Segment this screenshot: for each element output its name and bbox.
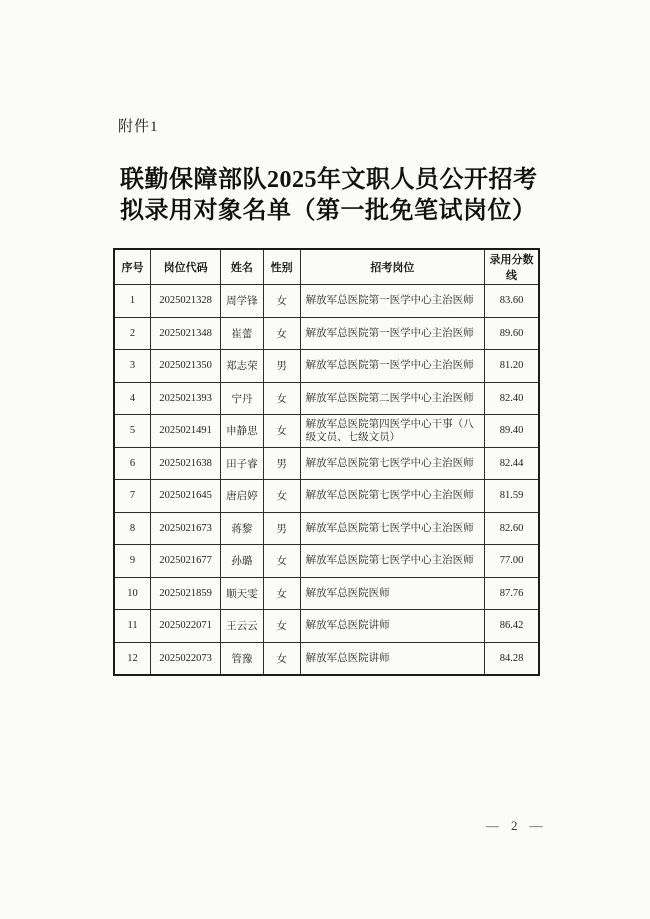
position-cell: 解放军总医院第一医学中心主治医师 (300, 317, 484, 350)
seq-cell: 8 (114, 512, 151, 545)
table-row (114, 382, 539, 415)
roster-table (113, 248, 540, 676)
name-cell: 管豫 (221, 642, 264, 675)
header-seq: 序号 (114, 249, 151, 285)
header-position: 招考岗位 (300, 249, 484, 285)
seq-cell: 5 (114, 415, 151, 448)
position-cell: 解放军总医院第二医学中心主治医师 (300, 382, 484, 415)
position-cell: 解放军总医院讲师 (300, 610, 484, 643)
gender-cell: 男 (263, 512, 300, 545)
score-cell: 81.20 (485, 350, 539, 383)
position-cell: 解放军总医院第七医学中心主治医师 (300, 447, 484, 480)
gender-cell: 女 (263, 415, 300, 448)
name-cell: 顺天雯 (221, 577, 264, 610)
header-gender: 性别 (263, 249, 300, 285)
code-cell: 2025022071 (151, 610, 221, 643)
title-line-1: 联勤保障部队2025年文职人员公开招考 (120, 167, 538, 193)
score-cell: 86.42 (485, 610, 539, 643)
score-cell: 87.76 (485, 577, 539, 610)
gender-cell: 女 (263, 317, 300, 350)
gender-cell: 男 (263, 350, 300, 383)
table-row (114, 415, 539, 448)
table-row (114, 285, 539, 318)
name-cell: 申静思 (221, 415, 264, 448)
score-cell: 82.60 (485, 512, 539, 545)
gender-cell: 女 (263, 382, 300, 415)
table-row (114, 512, 539, 545)
code-cell: 2025021859 (151, 577, 221, 610)
table-row (114, 577, 539, 610)
table-row (114, 317, 539, 350)
title-line-2: 拟录用对象名单（第一批免笔试岗位） (120, 198, 537, 224)
name-cell: 孙璐 (221, 545, 264, 578)
code-cell: 2025021350 (151, 350, 221, 383)
code-cell: 2025021645 (151, 480, 221, 513)
score-cell: 81.59 (485, 480, 539, 513)
table-row (114, 545, 539, 578)
name-cell: 田子睿 (221, 447, 264, 480)
code-cell: 2025021393 (151, 382, 221, 415)
table-row (114, 480, 539, 513)
code-cell: 2025021673 (151, 512, 221, 545)
code-cell: 2025022073 (151, 642, 221, 675)
gender-cell: 女 (263, 480, 300, 513)
score-cell: 89.40 (485, 415, 539, 448)
seq-cell: 7 (114, 480, 151, 513)
position-cell: 解放军总医院第七医学中心主治医师 (300, 480, 484, 513)
seq-cell: 3 (114, 350, 151, 383)
seq-cell: 2 (114, 317, 151, 350)
document-title (120, 165, 548, 227)
seq-cell: 12 (114, 642, 151, 675)
score-cell: 84.28 (485, 642, 539, 675)
table-row (114, 447, 539, 480)
code-cell: 2025021348 (151, 317, 221, 350)
position-cell: 解放军总医院讲师 (300, 642, 484, 675)
position-cell: 解放军总医院第七医学中心主治医师 (300, 512, 484, 545)
score-cell: 82.44 (485, 447, 539, 480)
position-cell: 解放军总医院第一医学中心主治医师 (300, 285, 484, 318)
gender-cell: 男 (263, 447, 300, 480)
name-cell: 宁丹 (221, 382, 264, 415)
name-cell: 郑志荣 (221, 350, 264, 383)
seq-cell: 1 (114, 285, 151, 318)
score-cell: 83.60 (485, 285, 539, 318)
page-number-value: 2 (511, 818, 518, 833)
table-row (114, 642, 539, 675)
name-cell: 蒋黎 (221, 512, 264, 545)
name-cell: 王云云 (221, 610, 264, 643)
gender-cell: 女 (263, 610, 300, 643)
seq-cell: 4 (114, 382, 151, 415)
gender-cell: 女 (263, 577, 300, 610)
attachment-label: 附件1 (118, 119, 159, 135)
score-cell: 89.60 (485, 317, 539, 350)
name-cell: 崔蕾 (221, 317, 264, 350)
seq-cell: 10 (114, 577, 151, 610)
gender-cell: 女 (263, 545, 300, 578)
position-cell: 解放军总医院第七医学中心主治医师 (300, 545, 484, 578)
name-cell: 周学锋 (221, 285, 264, 318)
position-cell: 解放军总医院医师 (300, 577, 484, 610)
page-number-dash-left: — (486, 818, 499, 833)
score-cell: 77.00 (485, 545, 539, 578)
header-score: 录用分数线 (485, 249, 539, 285)
score-cell: 82.40 (485, 382, 539, 415)
page-number-dash-right: — (529, 818, 543, 833)
header-name: 姓名 (221, 249, 264, 285)
name-cell: 唐启婷 (221, 480, 264, 513)
seq-cell: 6 (114, 447, 151, 480)
seq-cell: 9 (114, 545, 151, 578)
code-cell: 2025021638 (151, 447, 221, 480)
position-cell: 解放军总医院第一医学中心主治医师 (300, 350, 484, 383)
position-cell: 解放军总医院第四医学中心干事（八级文员、七级文员） (300, 415, 484, 448)
table-row (114, 610, 539, 643)
code-cell: 2025021328 (151, 285, 221, 318)
header-code: 岗位代码 (151, 249, 221, 285)
gender-cell: 女 (263, 285, 300, 318)
page-number (486, 818, 543, 834)
gender-cell: 女 (263, 642, 300, 675)
code-cell: 2025021491 (151, 415, 221, 448)
code-cell: 2025021677 (151, 545, 221, 578)
table-header-row (114, 249, 539, 285)
table-row (114, 350, 539, 383)
seq-cell: 11 (114, 610, 151, 643)
